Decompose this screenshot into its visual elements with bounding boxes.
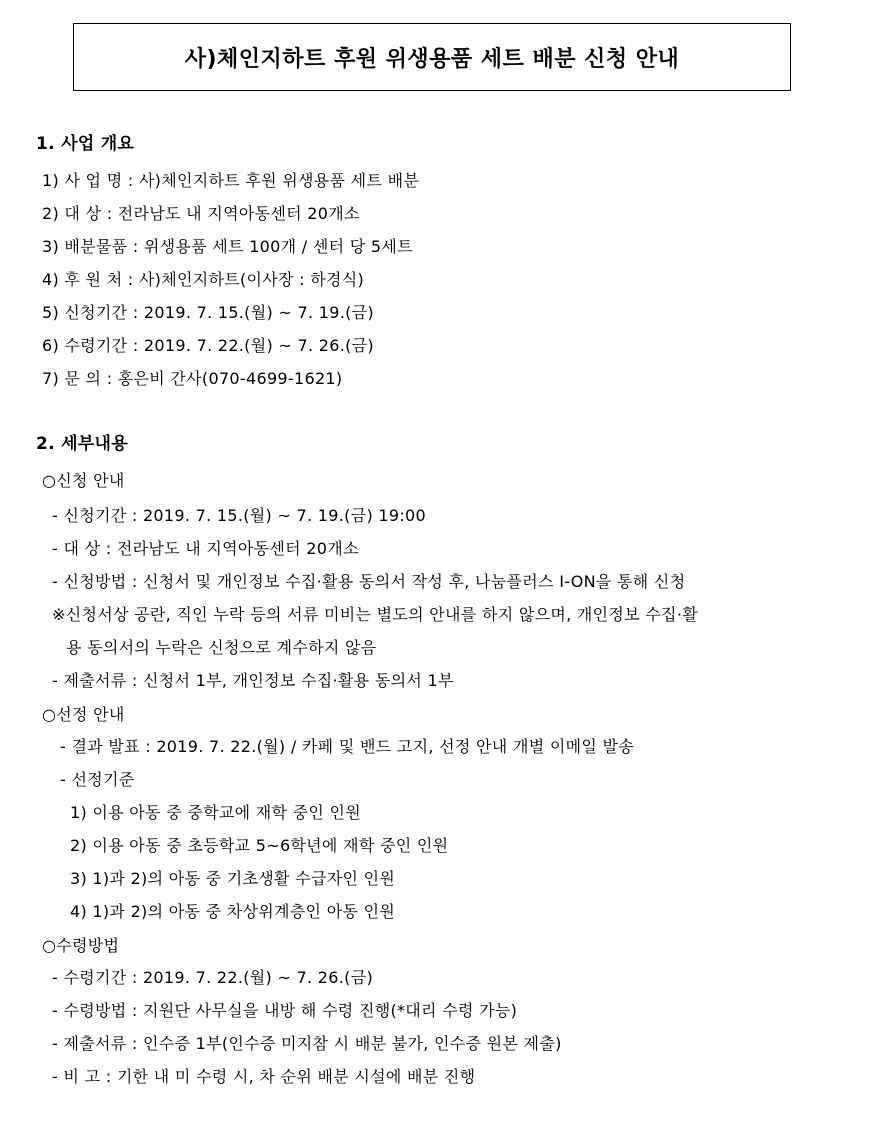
document-title: 사)체인지하트 후원 위생용품 세트 배분 신청 안내 bbox=[184, 46, 680, 72]
receipt-documents: - 제출서류 : 인수증 1부(인수증 미지참 시 배분 불가, 인수증 원본 제출) bbox=[52, 1034, 562, 1053]
selection-announcement: - 결과 발표 : 2019. 7. 22.(월) / 카페 및 밴드 고지, 선정 안내 개별 이메일 발송 bbox=[60, 737, 635, 756]
receipt-method-label: ○수령방법 bbox=[42, 936, 120, 955]
apply-note-line1: ※신청서상 공란, 직인 누락 등의 서류 미비는 별도의 안내를 하지 않으며, 개인정보 수집·활 bbox=[52, 605, 698, 624]
section1-heading: 1. 사업 개요 bbox=[36, 134, 135, 154]
overview-item-contact: 7) 문 의 : 홍은비 간사(070-4699-1621) bbox=[42, 369, 343, 388]
overview-item-apply-period: 5) 신청기간 : 2019. 7. 15.(월) ~ 7. 19.(금) bbox=[42, 303, 374, 322]
criteria-item-4: 4) 1)과 2)의 아동 중 차상위계층인 아동 인원 bbox=[70, 902, 396, 921]
apply-method: - 신청방법 : 신청서 및 개인정보 수집·활용 동의서 작성 후, 나눔플러스 I-ON을 통해 신청 bbox=[52, 572, 686, 591]
receipt-period: - 수령기간 : 2019. 7. 22.(월) ~ 7. 26.(금) bbox=[52, 968, 373, 987]
criteria-item-2: 2) 이용 아동 중 초등학교 5~6학년에 재학 중인 인원 bbox=[70, 836, 449, 855]
overview-item-sponsor: 4) 후 원 처 : 사)체인지하트(이사장 : 하경식) bbox=[42, 270, 365, 289]
overview-item-goods: 3) 배분물품 : 위생용품 세트 100개 / 센터 당 5세트 bbox=[42, 237, 413, 256]
apply-documents: - 제출서류 : 신청서 1부, 개인정보 수집·활용 동의서 1부 bbox=[52, 671, 454, 690]
apply-target: - 대 상 : 전라남도 내 지역아동센터 20개소 bbox=[52, 539, 359, 558]
apply-period: - 신청기간 : 2019. 7. 15.(월) ~ 7. 19.(금) 19:00 bbox=[52, 506, 426, 525]
apply-guide-label: ○신청 안내 bbox=[42, 471, 125, 490]
title-box bbox=[73, 23, 791, 91]
apply-note-line2: 용 동의서의 누락은 신청으로 계수하지 않음 bbox=[66, 638, 377, 657]
criteria-item-1: 1) 이용 아동 중 중학교에 재학 중인 인원 bbox=[70, 803, 362, 822]
selection-guide-label: ○선정 안내 bbox=[42, 705, 125, 724]
criteria-item-3: 3) 1)과 2)의 아동 중 기초생활 수급자인 인원 bbox=[70, 869, 396, 888]
receipt-remarks: - 비 고 : 기한 내 미 수령 시, 차 순위 배분 시설에 배분 진행 bbox=[52, 1067, 476, 1086]
selection-criteria: - 선정기준 bbox=[60, 770, 135, 789]
overview-item-receipt-period: 6) 수령기간 : 2019. 7. 22.(월) ~ 7. 26.(금) bbox=[42, 336, 374, 355]
overview-item-name: 1) 사 업 명 : 사)체인지하트 후원 위생용품 세트 배분 bbox=[42, 171, 420, 190]
receipt-method: - 수령방법 : 지원단 사무실을 내방 해 수령 진행(*대리 수령 가능) bbox=[52, 1001, 518, 1020]
overview-item-target: 2) 대 상 : 전라남도 내 지역아동센터 20개소 bbox=[42, 204, 360, 223]
section2-heading: 2. 세부내용 bbox=[36, 434, 128, 454]
